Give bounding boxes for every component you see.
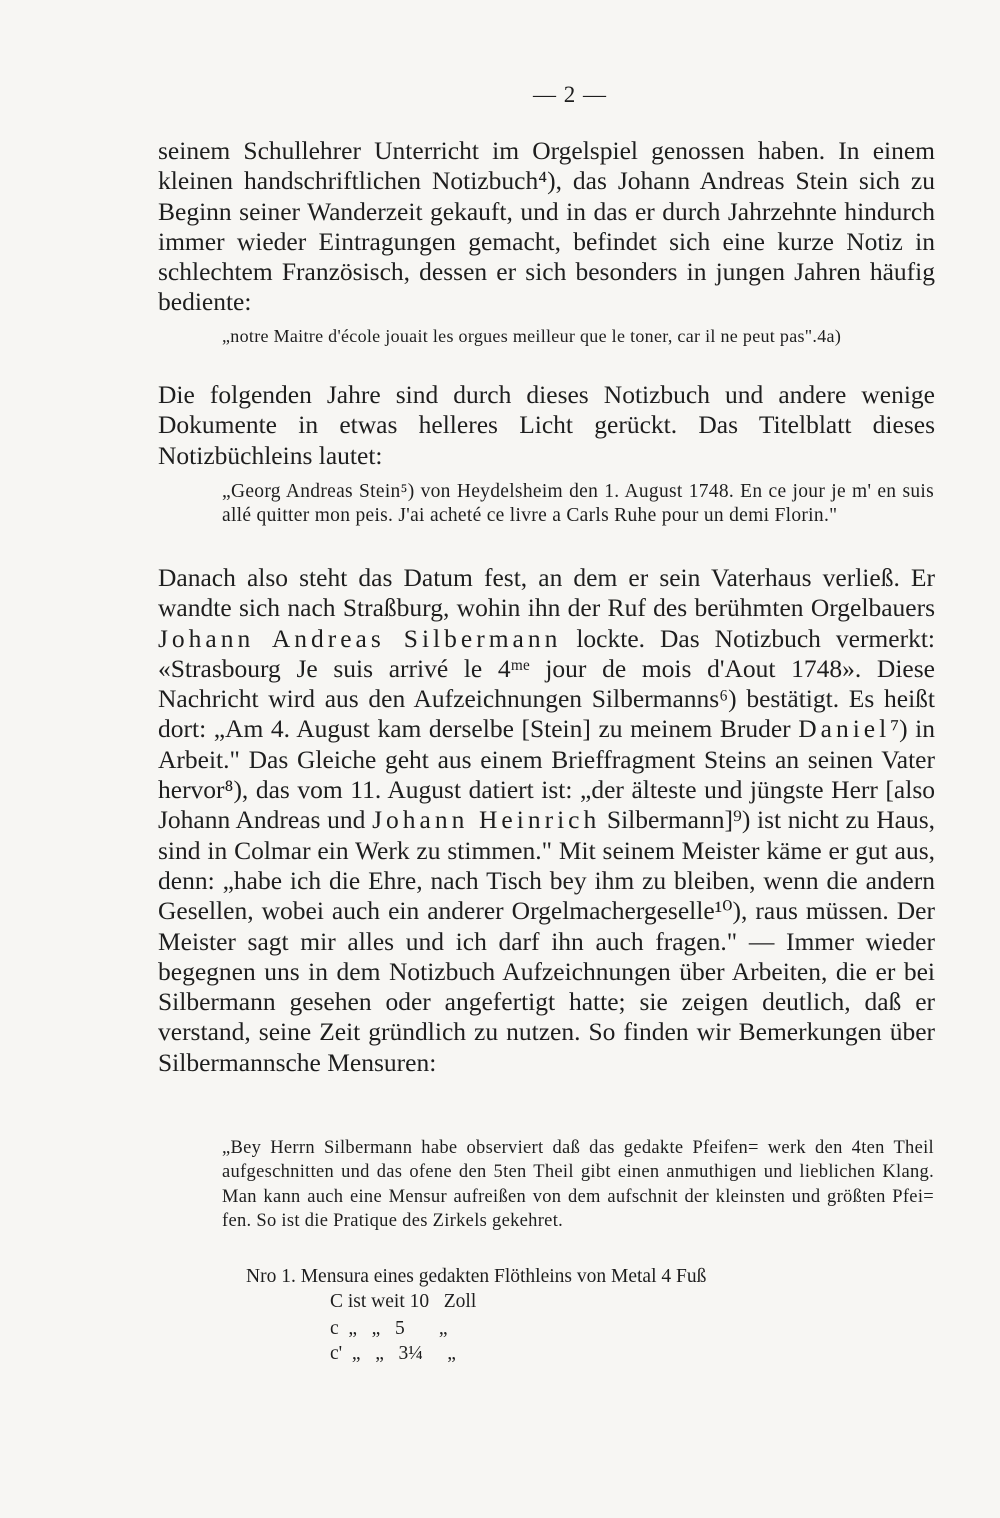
quote-french-note: „notre Maitre d'école jouait les orgues meilleur que le toner, car il ne peut pas".4a): [222, 326, 842, 346]
paragraph-1: seinem Schullehrer Unterricht im Orgelspiel genossen haben. In einem kleinen handschriftlichen Notizbuch⁴), das Johann Andreas Stein sich zu Beginn seiner Wanderzeit gekauft, und in das er durch Jahrzehnte hindurch immer wieder Eintragungen gemacht, befindet sich eine kurze Notiz in schlechtem Französisch, dessen er sich besonders in jungen Jahren häufig bediente:: [158, 136, 935, 317]
paragraph-2: Die folgenden Jahre sind durch dieses Notizbuch und andere wenige Dokumente in etwas helleres Licht gerückt. Das Titelblatt dieses Notizbüchleins lautet:: [158, 380, 935, 470]
mensur-row-2: c „ „ 5 „: [330, 1318, 448, 1339]
paragraph-3-part-4: Silbermann]⁹) ist nicht zu Haus, sind in Colmar ein Werk zu stimmen." Mit seinem Meister käme er gut aus, denn: „habe ich die Ehre, nach Tisch bey ihm zu bleiben, wenn die andern Gesellen, wobei auch ein anderer Orgelmachergeselle¹⁰), raus müssen. Der Meister sagt mir alles und ich darf ihn auch fragen." — Immer wieder begegnen uns in dem Notizbuch Aufzeichnungen über Arbeiten, die er bei Silbermann gesehen oder angefertigt hatte; sie zeigen deutlich, daß er verstand, seine Zeit gründlich zu nutzen. So finden wir Bemerkungen über Silbermannsche Mensuren:: [158, 805, 935, 1077]
mensur-row-1: C ist weit 10 Zoll: [330, 1291, 477, 1312]
paragraph-3-part-1: Danach also steht das Datum fest, an dem er sein Vaterhaus verließ. Er wandte sich nach Straßburg, wohin ihn der Ruf des berühmten Orgelbauers: [158, 563, 935, 623]
name-daniel: Daniel: [798, 714, 891, 744]
page-number: — 2 —: [533, 82, 607, 107]
paragraph-3-part-2: lockte. Das Notizbuch vermerkt: «Strasbourg Je suis arrivé le 4ᵐᵉ jour de mois d'Aout 1748». Diese Nachricht wird aus den Aufzeichnungen Silbermanns⁶) bestätigt. Es heißt dort: „Am 4. August kam derselbe [Stein] zu meinem Bruder: [158, 623, 936, 744]
paragraph-3: [158, 563, 935, 1078]
paragraph-3-part-3: ⁷) in Arbeit." Das Gleiche geht aus einem Brieffragment Steins an seinen Vater hervor⁸), das vom 11. August datiert ist: „der älteste und jüngste Herr [also Johann Andreas und: [158, 714, 936, 835]
name-johann-heinrich: Johann Heinrich: [372, 805, 601, 835]
name-johann-andreas-silbermann: Johann Andreas Silbermann: [158, 623, 562, 653]
quote-title-page: „Georg Andreas Stein⁵) von Heydelsheim den 1. August 1748. En ce jour je m' en suis allé quitter mon peis. J'ai acheté ce livre a Carls Ruhe pour un demi Florin.": [222, 481, 934, 526]
quote-silbermann-mensur: „Bey Herrn Silbermann habe observiert daß das gedakte Pfeifen= werk den 4ten Theil aufgeschnitten und das ofene den 5ten Theil gibt einen anmuthigen und lieblichen Klang. Man kann auch eine Mensur aufreißen von dem aufschnit der kleinsten und größten Pfei= fen. So ist die Pratique des Zirkels gekehret.: [222, 1138, 934, 1231]
mensur-heading: Nro 1. Mensura eines gedakten Flöthleins von Metal 4 Fuß: [246, 1266, 707, 1287]
mensur-row-3: c' „ „ 3¼ „: [330, 1343, 456, 1364]
